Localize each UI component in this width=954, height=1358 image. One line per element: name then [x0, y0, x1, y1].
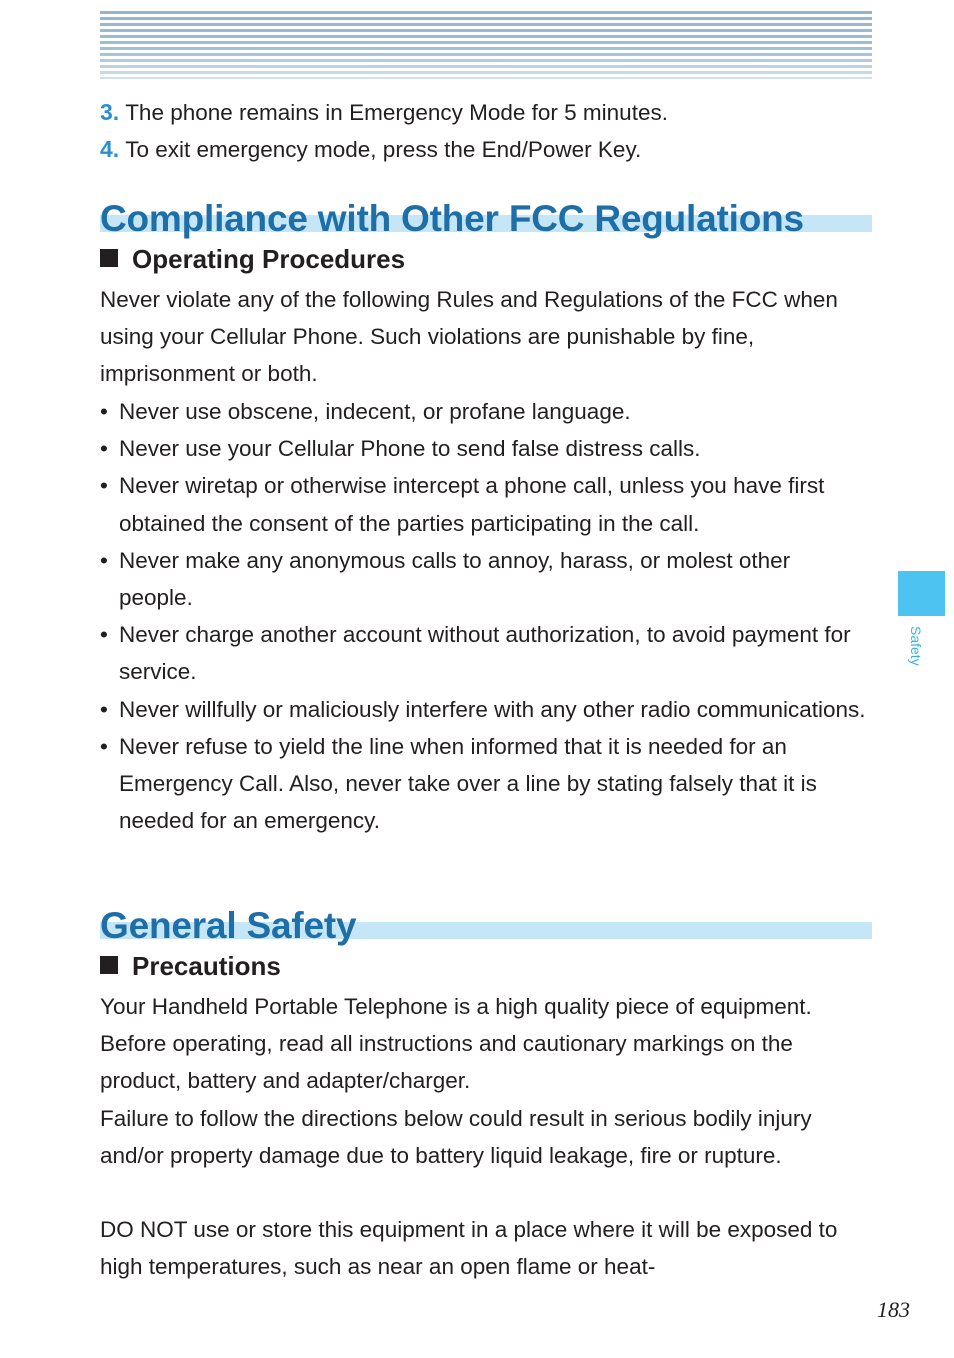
- subsection-heading: [100, 951, 281, 982]
- subsection-heading: [100, 244, 405, 275]
- list-item: • Never use your Cellular Phone to send false distress calls.: [100, 430, 870, 467]
- rules-list: [100, 393, 870, 839]
- section-heading-fcc: [100, 198, 872, 248]
- side-tab-marker: [898, 571, 945, 616]
- bullet-icon: •: [100, 473, 108, 499]
- bullet-icon: •: [100, 733, 108, 759]
- subsection-title: Precautions: [132, 951, 281, 981]
- bullet-icon: •: [100, 436, 108, 462]
- header-stripes-decoration: [100, 11, 872, 79]
- step-text: The phone remains in Emergency Mode for 5 minutes.: [125, 100, 668, 125]
- step-3: [100, 98, 668, 127]
- bullet-icon: •: [100, 547, 108, 573]
- bullet-icon: •: [100, 696, 108, 722]
- section-heading-general-safety: [100, 905, 872, 955]
- bullet-icon: •: [100, 399, 108, 424]
- body-paragraph: Failure to follow the directions below could result in serious bodily injury and/or property damage due to battery liquid leakage, fire or rupture.: [100, 1106, 812, 1169]
- section-title: General Safety: [100, 905, 357, 946]
- list-item: • Never charge another account without authorization, to avoid payment for service.: [100, 616, 870, 690]
- side-tab-label: Safety: [908, 626, 924, 666]
- list-item: • Never refuse to yield the line when informed that it is needed for an Emergency Call. Also, never take over a line by stating falsely that it is needed for an emergency.: [100, 728, 870, 840]
- square-bullet-icon: [100, 956, 118, 974]
- square-bullet-icon: [100, 249, 118, 267]
- list-item: • Never wiretap or otherwise intercept a phone call, unless you have first obtained the consent of the parties participating in the call.: [100, 467, 870, 541]
- body-paragraph: DO NOT use or store this equipment in a place where it will be exposed to high temperatures, such as near an open flame or heat-: [100, 1217, 838, 1280]
- list-item: • Never willfully or maliciously interfere with any other radio communications.: [100, 691, 870, 728]
- step-number: 4.: [100, 136, 120, 162]
- step-text: To exit emergency mode, press the End/Power Key.: [125, 137, 642, 162]
- intro-paragraph: Never violate any of the following Rules and Regulations of the FCC when using your Cellular Phone. Such violations are punishable by fine, imprisonment or both.: [100, 287, 838, 387]
- section-title: Compliance with Other FCC Regulations: [100, 198, 804, 239]
- step-number: 3.: [100, 99, 120, 125]
- subsection-title: Operating Procedures: [132, 244, 406, 274]
- list-item: • Never use obscene, indecent, or profane language.: [100, 393, 870, 430]
- page-number: 183: [877, 1297, 910, 1322]
- step-4: [100, 135, 641, 164]
- bullet-icon: •: [100, 622, 108, 648]
- body-paragraph: Your Handheld Portable Telephone is a high quality piece of equipment. Before operating, read all instructions and cautionary markings on the product, battery and adapter/charger.: [100, 994, 812, 1094]
- list-item: • Never make any anonymous calls to annoy, harass, or molest other people.: [100, 542, 870, 616]
